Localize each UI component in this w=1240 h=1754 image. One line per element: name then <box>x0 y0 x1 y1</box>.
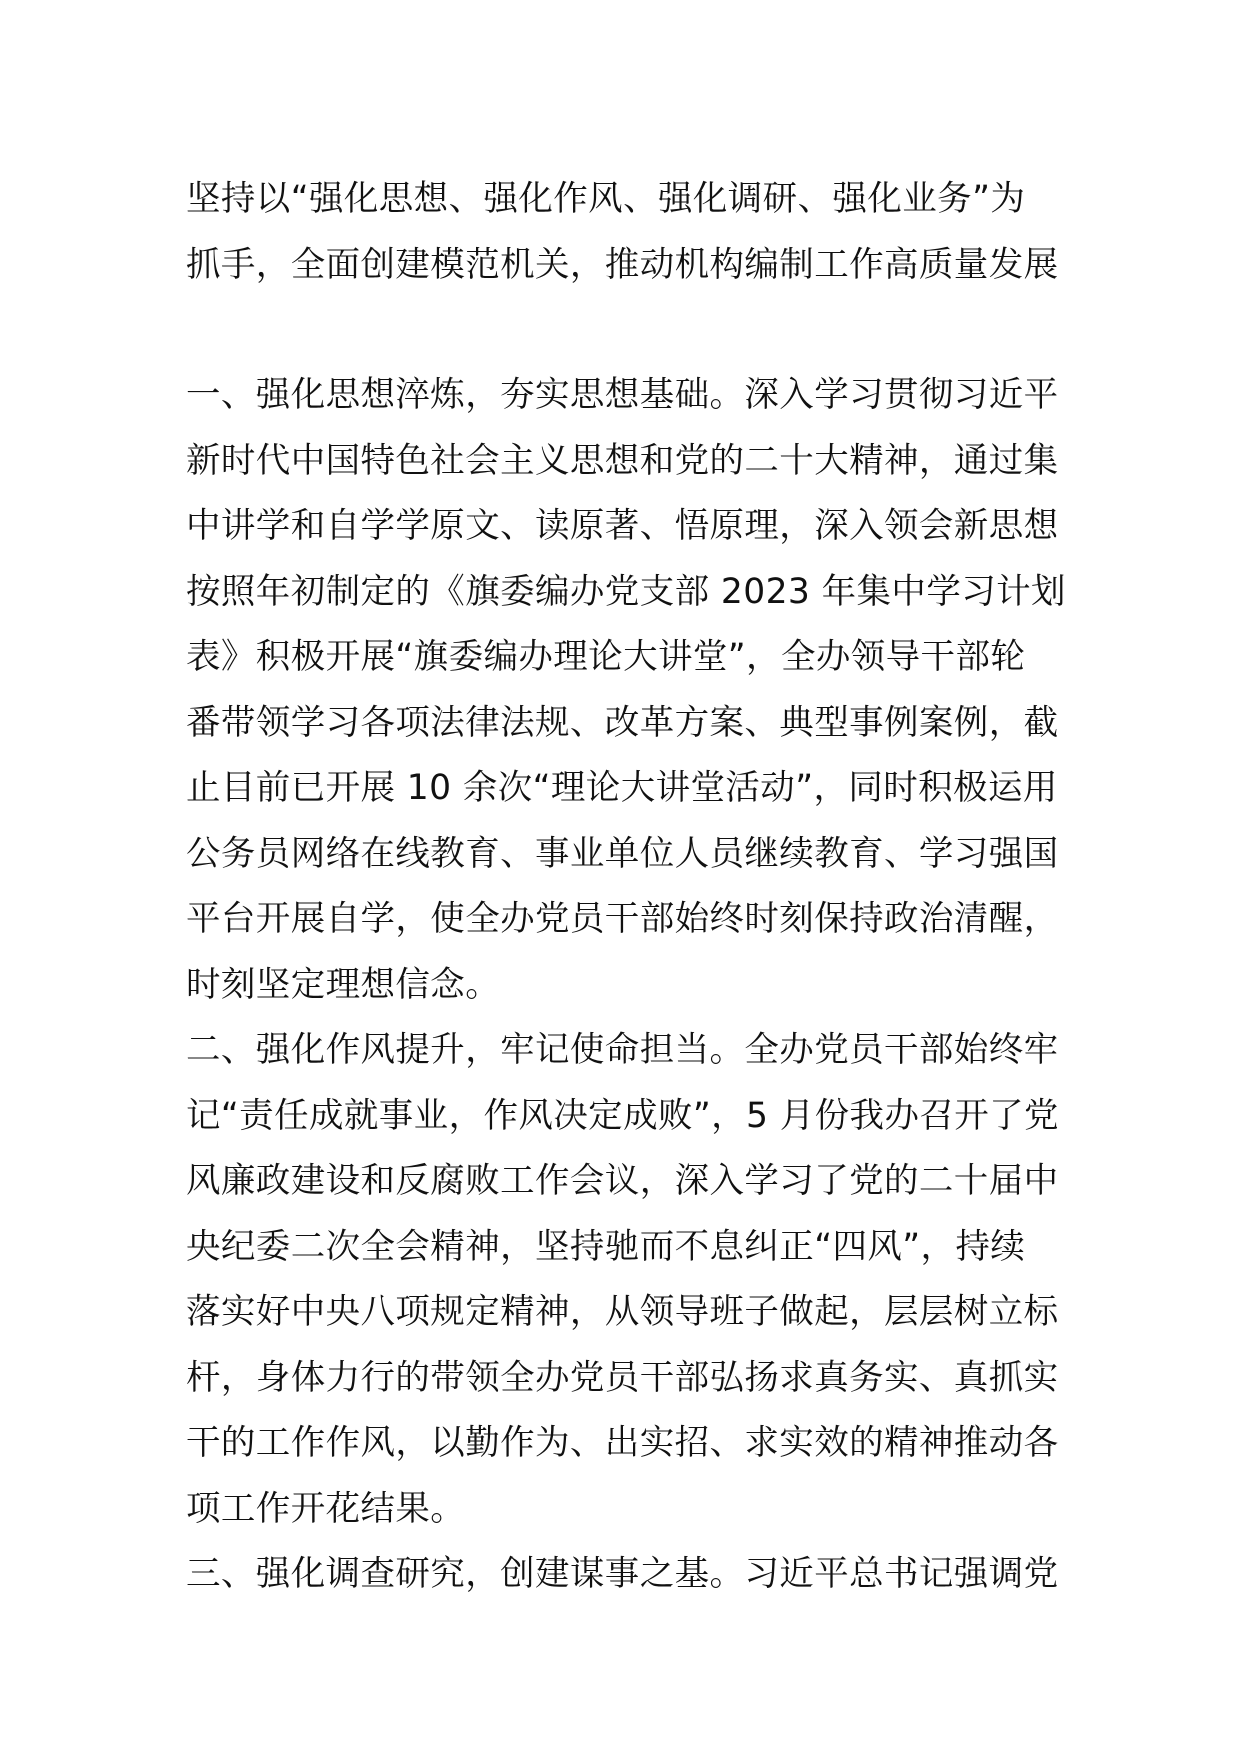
paragraph-line: 风廉政建设和反腐败工作会议，深入学习了党的二十届中 <box>186 1161 1059 1201</box>
paragraph-line: 干的工作作风，以勤作为、出实招、求实效的精神推动各 <box>186 1423 1059 1463</box>
paragraph-line: 一、强化思想淬炼，夯实思想基础。深入学习贯彻习近平 <box>186 375 1059 415</box>
paragraph-line: 央纪委二次全会精神，坚持驰而不息纠正“四风”，持续 <box>186 1226 1026 1267</box>
paragraph-line: 项工作开花结果。 <box>186 1488 466 1529</box>
document-title <box>186 167 1066 298</box>
paragraph-line: 二、强化作风提升，牢记使命担当。全办党员干部始终牢 <box>186 1030 1059 1070</box>
paragraph-line: 落实好中央八项规定精神，从领导班子做起，层层树立标 <box>186 1292 1059 1332</box>
section-1-paragraph <box>186 363 1066 1018</box>
section-3-paragraph <box>186 1542 1066 1608</box>
paragraph-line: 公务员网络在线教育、事业单位人员继续教育、学习强国 <box>186 833 1059 874</box>
paragraph-line: 三、强化调查研究，创建谋事之基。习近平总书记强调党 <box>186 1554 1059 1594</box>
section-2-paragraph <box>186 1018 1066 1542</box>
title-line: 抓手，全面创建模范机关，推动机构编制工作高质量发展 <box>186 244 1059 285</box>
paragraph-line: 番带领学习各项法律法规、改革方案、典型事例案例，截 <box>186 702 1059 743</box>
paragraph-line: 表》积极开展“旗委编办理论大讲堂”，全办领导干部轮 <box>186 637 1026 677</box>
paragraph-line: 按照年初制定的《旗委编办党支部 2023 年集中学习计划 <box>186 571 1066 612</box>
title-spacing <box>186 298 1066 363</box>
paragraph-line: 止目前已开展 10 余次“理论大讲堂活动”，同时积极运用 <box>186 768 1058 808</box>
title-line: 坚持以“强化思想、强化作风、强化调研、强化业务”为 <box>186 179 1026 219</box>
paragraph-line: 中讲学和自学学原文、读原著、悟原理，深入领会新思想 <box>186 506 1059 546</box>
paragraph-line: 记“责任成就事业，作风决定成败”，5 月份我办召开了党 <box>186 1095 1059 1136</box>
paragraph-line: 新时代中国特色社会主义思想和党的二十大精神，通过集 <box>186 440 1059 481</box>
paragraph-line: 时刻坚定理想信念。 <box>186 964 501 1005</box>
paragraph-line: 平台开展自学，使全办党员干部始终时刻保持政治清醒， <box>186 899 1059 939</box>
paragraph-line: 杆，身体力行的带领全办党员干部弘扬求真务实、真抓实 <box>186 1357 1059 1398</box>
document-body <box>186 167 1066 1608</box>
